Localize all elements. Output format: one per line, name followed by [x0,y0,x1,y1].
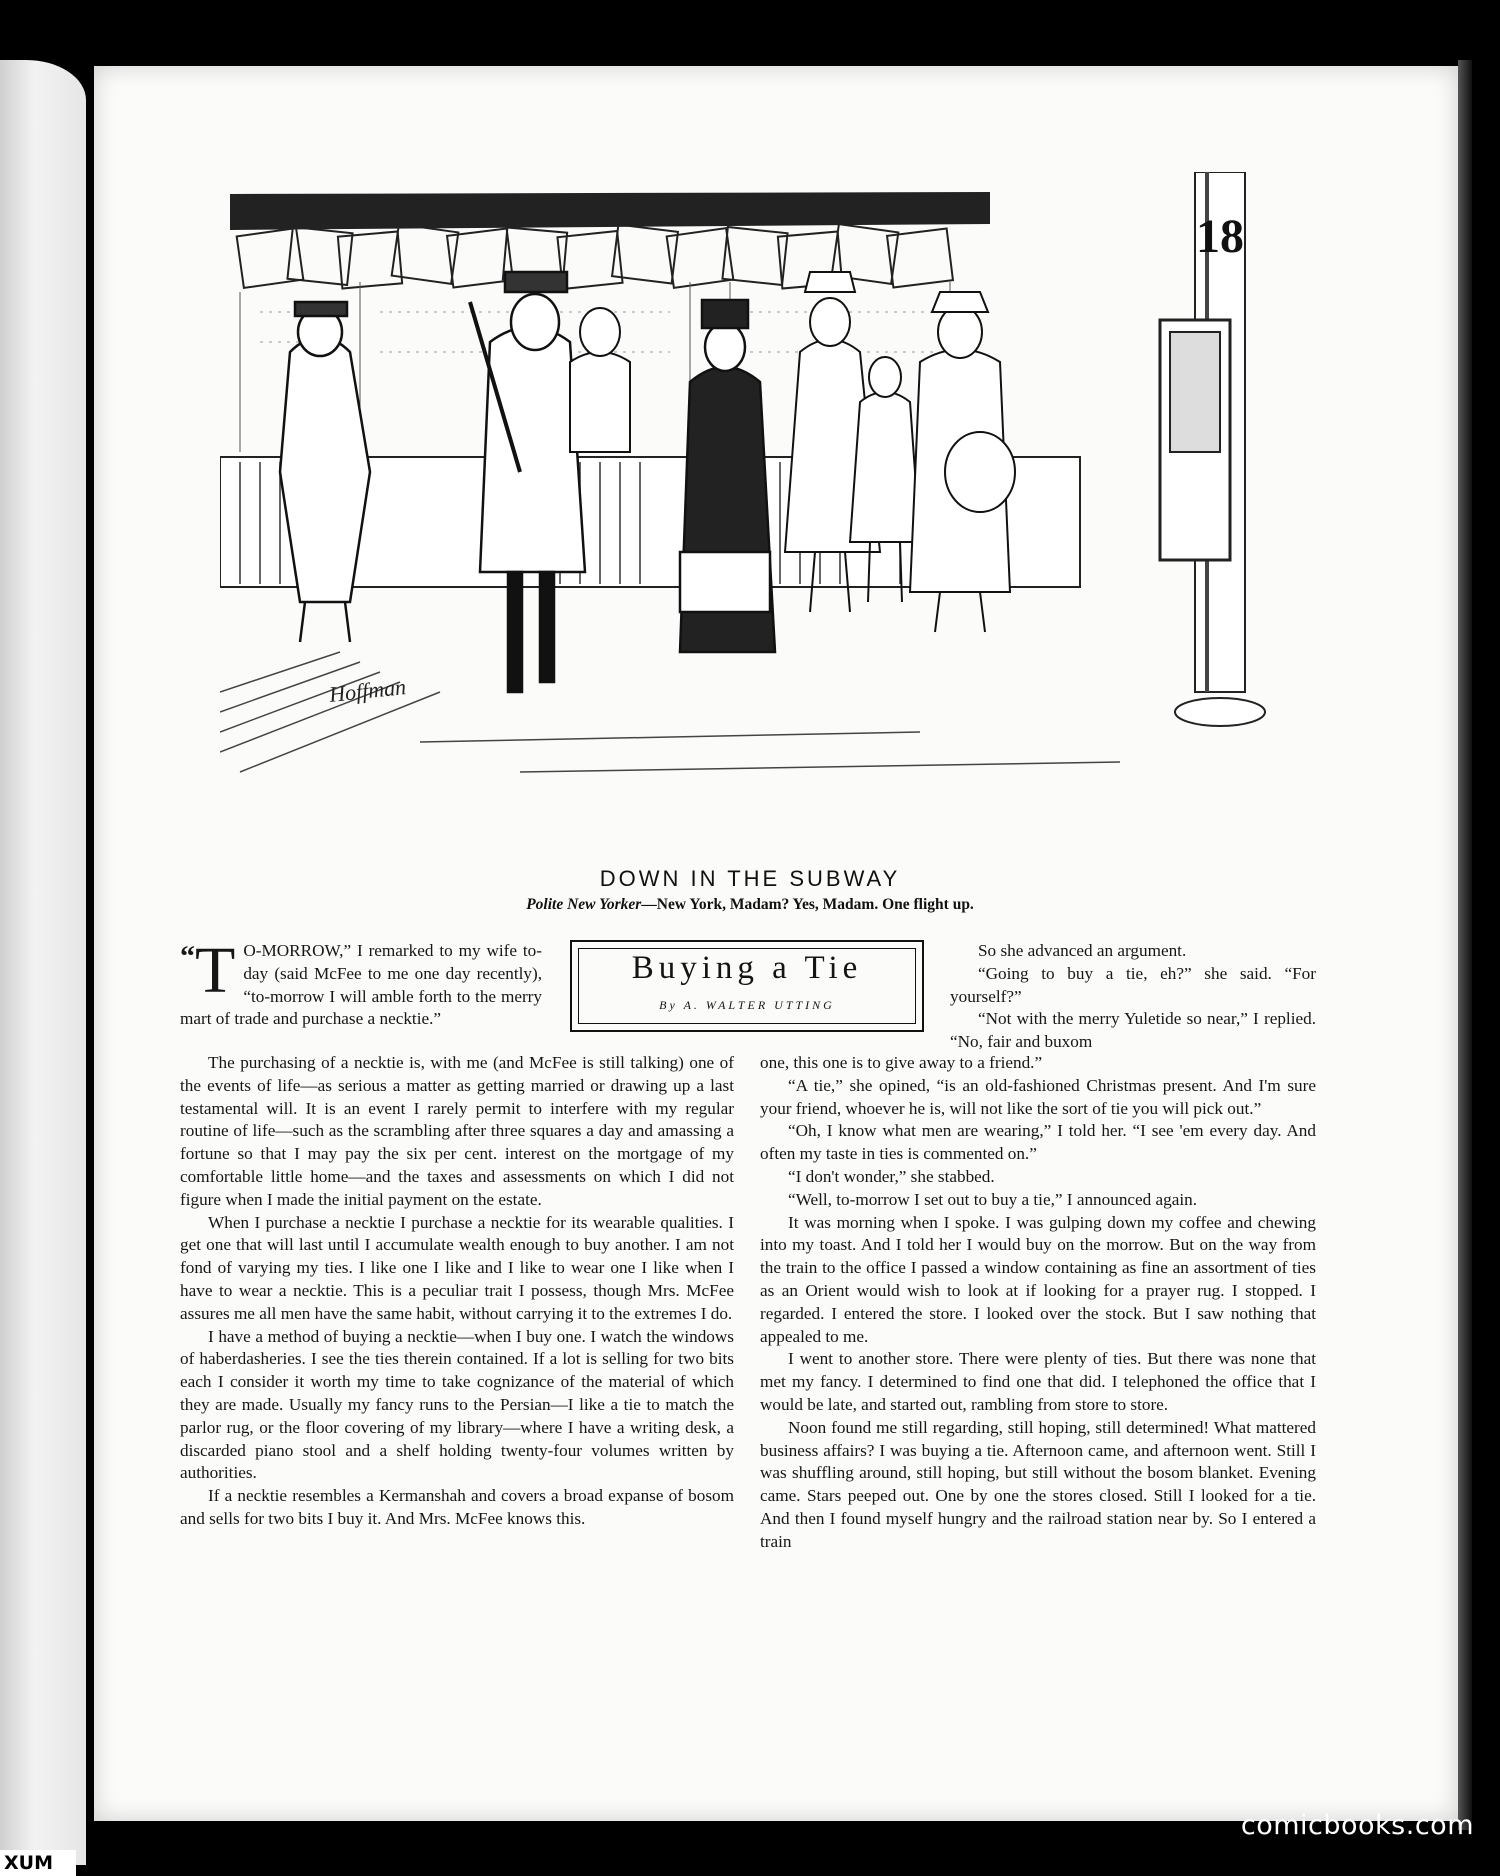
caption-speaker: Polite New Yorker [526,896,642,913]
facing-page-edge [0,60,86,1865]
opening-quote-mark: “ [180,940,195,973]
paragraph: “A tie,” she opined, “is an old-fashioned Christmas present. And I'm sure your friend, whoever he is, will not like the sort of tie you will pick out.” [760,1075,1316,1118]
article-byline: By A. WALTER UTTING [659,998,835,1012]
page-gutter-shadow [1458,60,1472,1830]
illustration-caption-dialogue [0,896,1500,914]
paragraph: It was morning when I spoke. I was gulping down my coffee and chewing into my toast. And I told her I would buy on the morrow. But on the way from the train to the office I passed a window containing as fine an assortment of ties as an Orient would wish to look at if looking for a prayer rug. I stopped. I regarded. I entered the store. I looked over the stock. But I saw nothing that appealed to me. [760,1212,1316,1346]
paragraph: “Oh, I know what men are wearing,” I told her. “I see 'em every day. And often my taste in ties is commented on.” [760,1121,1316,1164]
paragraph-continuation: one, this one is to give away to a friend.” [760,1053,1043,1072]
corner-watermark: XUM [0,1850,76,1876]
right-column-top [950,940,1316,1054]
opening-body: O-MORROW,” I remarked to my wife to-day (said McFee to me one day recently), “to-morrow I will amble forth to the merry mart of trade and purchase a necktie.” [180,941,542,1029]
paragraph: So she advanced an argument. [978,941,1187,960]
drop-cap-letter: T [195,934,236,1007]
paragraph: “Well, to-morrow I set out to buy a tie,” I announced again. [788,1189,1198,1209]
illustration-caption-title: DOWN IN THE SUBWAY [599,866,901,891]
opening-text [180,934,542,1031]
paragraph: When I purchase a necktie I purchase a necktie for its wearable qualities. I get one that will last until I accumulate wealth enough to buy another. I am not fond of varying my ties. I like one I like and I like to wear one I like when I have to wear a necktie. This is a peculiar trait I possess, though Mrs. McFee assures me all men have the same habit, without carrying it to the extremes I do. [180,1212,734,1323]
paragraph: “Going to buy a tie, eh?” she said. “For yourself?” [950,963,1316,1006]
left-column [180,1052,734,1531]
opening-paragraph [180,934,542,1031]
drop-cap [180,934,236,1007]
article-title-box [570,940,924,1032]
paragraph: The purchasing of a necktie is, with me (and McFee is still talking) one of the events of life—as serious a matter as getting married or drawing up a last testamental will. It is an event I rarely permit to interfere with my regular routine of life—such as the scrambling after three squares a day and amassing a fortune so that I may pay the six per cent. interest on the mortgage of my comfortable little home—and the taxes and assessments on which I did not figure when I made the initial payment on the estate. [180,1053,734,1209]
subway-newsstand-illustration [220,172,1270,862]
paragraph: Noon found me still regarding, still hoping, still determined! What mattered business affairs? I was buying a tie. Afternoon came, and afternoon went. Still I was shuffling around, still hoping, but still without the bosom blanket. Evening came. Stars peeped out. One by one the stores closed. Still I looked for a tie. And then I found myself hungry and the railroad station near by. So I entered a train [760,1417,1316,1551]
site-watermark: comicbooks.com [1240,1810,1474,1841]
artist-signature: Hoffman [327,674,408,707]
paragraph: “I don't wonder,” she stabbed. [788,1166,995,1186]
paragraph: I went to another store. There were plenty of ties. But there was none that met my fancy. I determined to find one that did. I telephoned the office that I would be late, and started out, rambling from store to store. [760,1349,1316,1414]
right-column [760,1052,1316,1554]
article-title: Buying a Tie [631,950,863,986]
caption-dialogue-text: —New York, Madam? Yes, Madam. One flight up. [641,896,974,913]
platform-number-sign: 18 [1196,210,1244,263]
paragraph: I have a method of buying a necktie—when I buy one. I watch the windows of haberdasheries. I see the ties therein contained. If a lot is selling for two bits each I consider it worth my time to take cognizance of the material of which they are made. Usually my fancy runs to the Persian—I like a tie to match the parlor rug, or the floor covering of my library—where I have a writing desk, a discarded piano stool and a shelf holding twenty-four volumes written by authorities. [180,1326,734,1483]
paragraph: If a necktie resembles a Kermanshah and covers a broad expanse of bosom and sells for two bits I buy it. And Mrs. McFee knows this. [180,1486,734,1528]
paragraph: “Not with the merry Yuletide so near,” I replied. “No, fair and buxom [950,1009,1316,1052]
